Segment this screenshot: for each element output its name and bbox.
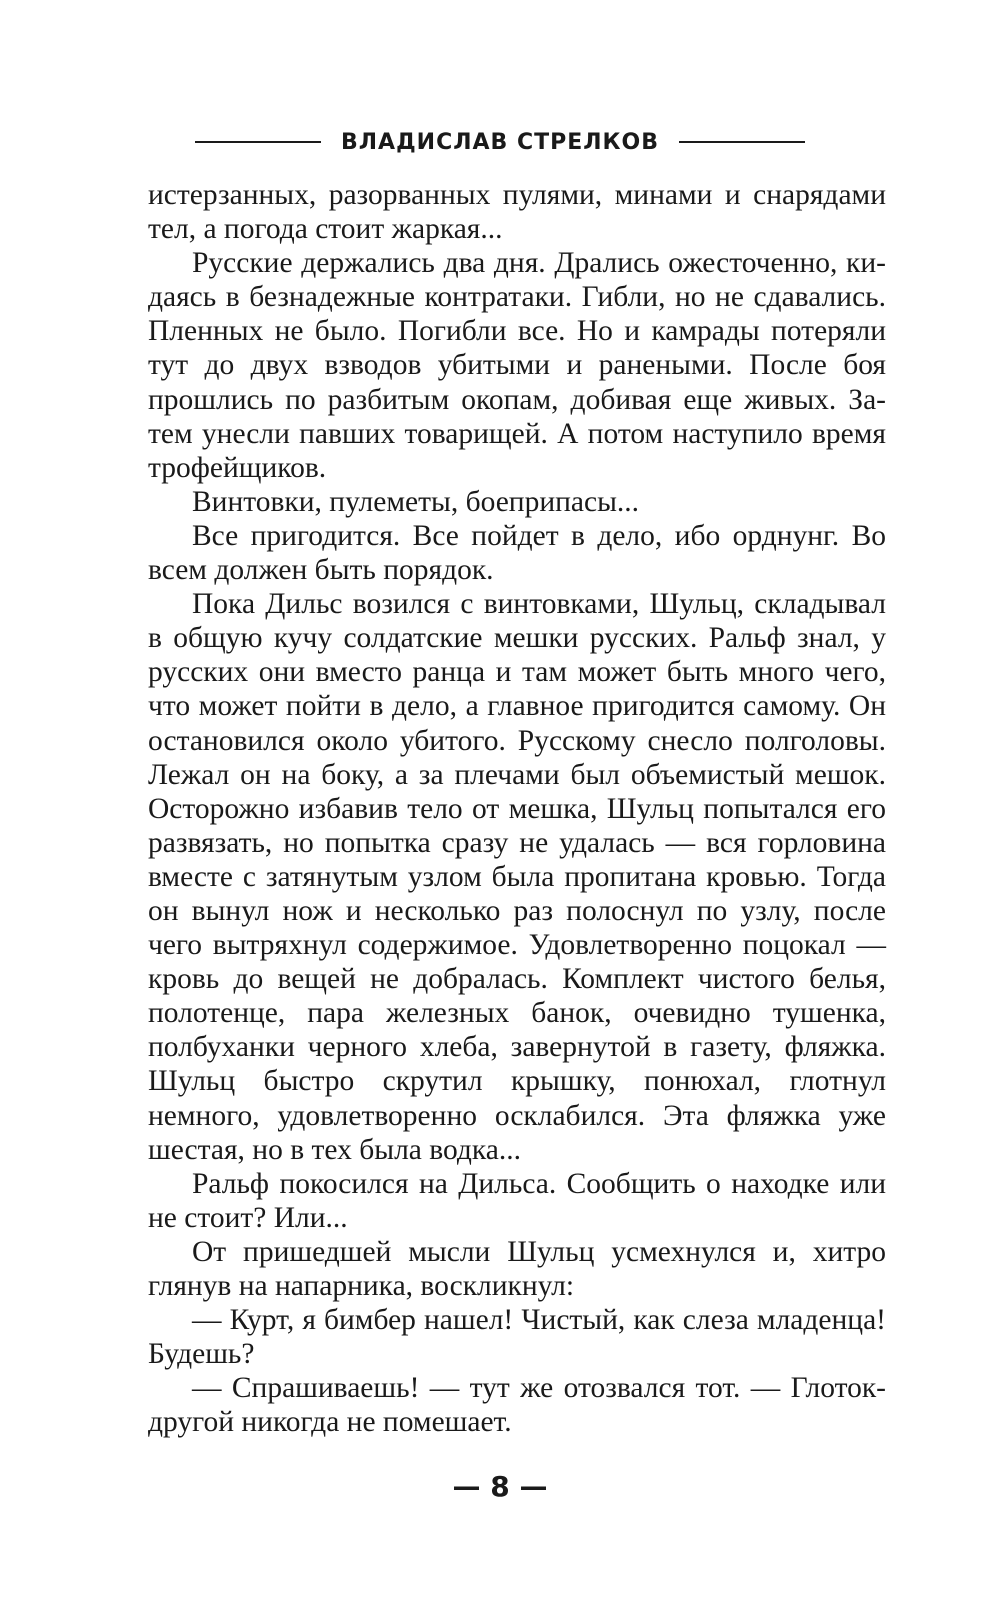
- paragraph: Все пригодится. Все пойдет в дело, ибо орднунг. Во всем должен быть порядок.: [148, 519, 886, 587]
- dialogue-line: — Курт, я бимбер нашел! Чистый, как слеза младенца! Будешь?: [148, 1304, 886, 1371]
- paragraph: Пока Дильс возился с винтовками, Шульц, складывал в общую кучу солдатские мешки русских. Ральф знал, у русских они вместо ранца и там может быть много чего, что может пойти в дело, а главное пригодится самому. Он остановился около убитого. Русскому снесло полголовы. Лежал он на боку, а за плечами был объемистый мешок. Осторожно избавив тело от мешка, Шульц попытался его развязать, но попытка сразу не удалась — вся горловина вместе с затянутым узлом была пропитана кровью. Тогда он вынул нож и несколько раз полоснул по узлу, после чего вытряхнул содержимое. Удовлетворенно поцокал — кровь до вещей не добралась. Комплект чистого белья, полотенце, пара железных банок, очевидно тушенка, полбуханки черного хлеба, завернутой в газету, фляжка. Шульц быстро скрутил крышку, понюхал, глотнул немного, удовлетворенно осклабился. Эта фляжка уже шестая, но в тех была водка...: [148, 588, 886, 1166]
- paragraph: истерзанных, разорванных пулями, минами и снарядами тел, а погода стоит жаркая...: [148, 179, 886, 246]
- header-rule-left: [195, 141, 321, 143]
- header-rule-right: [679, 141, 805, 143]
- page-number: — 8 —: [452, 1470, 548, 1503]
- paragraph: Винтовки, пулеметы, боеприпасы...: [192, 485, 640, 518]
- paragraph: От пришедшей мысли Шульц усмехнулся и, хитро глянув на напарника, воскликнул:: [148, 1235, 886, 1302]
- dialogue-line: — Спрашиваешь! — тут же отозвался тот. — Глотокдругой никогда не помешает.: [148, 1372, 886, 1439]
- author-name: ВЛАДИСЛАВ СТРЕЛКОВ: [341, 129, 659, 155]
- body-text: [148, 178, 886, 1439]
- paragraph: Ральф покосился на Дильса. Сообщить о находке или не стоит? Или...: [148, 1167, 886, 1234]
- paragraph: Русские держались два дня. Дрались ожесточенно, кидаясь в безнадежные контратаки. Гибли, но не сдавались. Пленных не было. Погибли все. Но и камрады потеряли тут до двух взводов убитыми и ранеными. После боя прошлись по разбитым окопам, добивая еще живых. Затем унесли павших товарищей. А потом наступило время трофейщиков.: [148, 247, 886, 484]
- running-head: [0, 124, 1000, 160]
